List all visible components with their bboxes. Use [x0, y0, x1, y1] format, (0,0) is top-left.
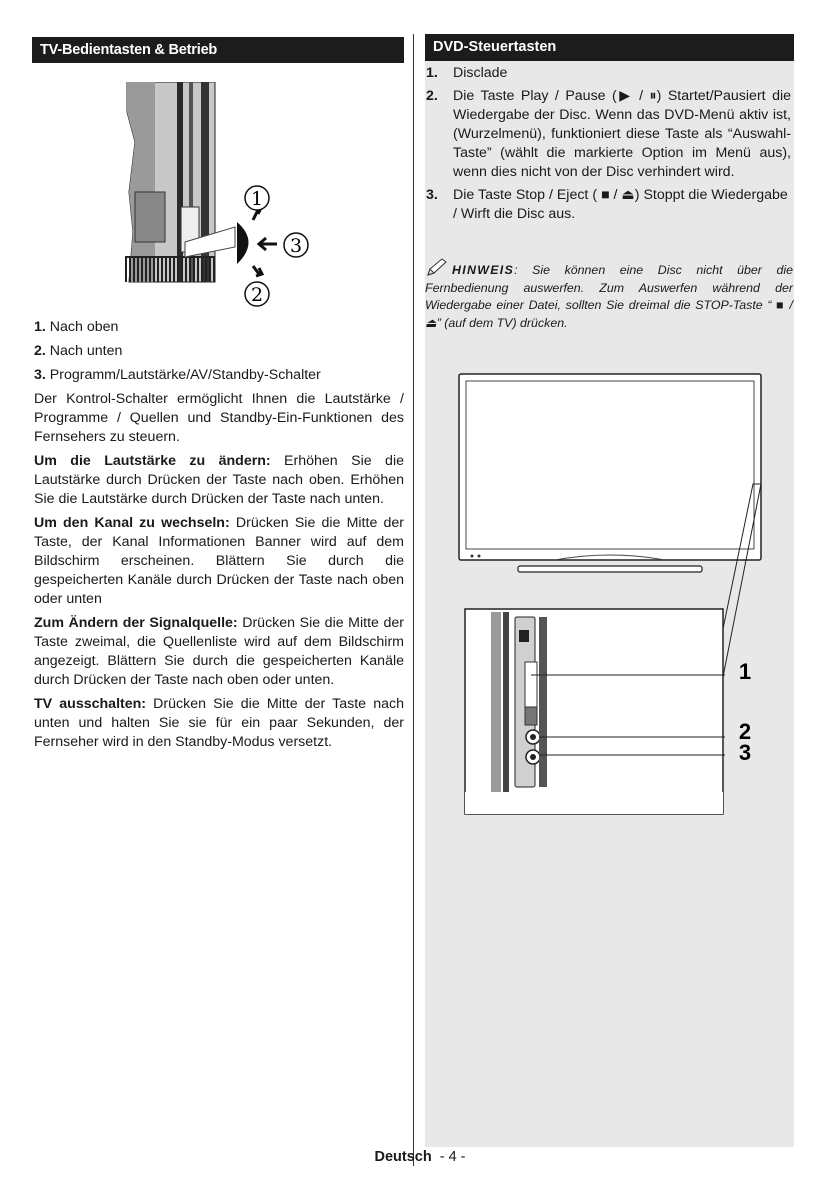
figure-number-3: 3 — [289, 235, 303, 257]
paragraph-source: Zum Ändern der Signalquelle: Drücken Sie die Mitte der Taste zweimal, die Quellenliste wird auf dem Bildschirm angezeigt. Blättern Sie durch die gespeicherten Kanäle durch Drücken der Taste nach oben oder unten. — [34, 615, 404, 688]
list-item: 1. Disclade — [426, 65, 508, 81]
note-label: HINWEIS — [452, 263, 515, 277]
paragraph-power-off: TV ausschalten: Drücken Sie die Mitte der Taste nach unten und halten Sie sie für ein paar Sekunden, der Fernseher wird in den Standby-Modus versetzt. — [34, 696, 404, 750]
footer-language: Deutsch — [374, 1149, 432, 1165]
page-number: - 4 - — [439, 1149, 466, 1165]
callout-number-1: 1 — [738, 659, 752, 684]
section-header-dvd-controls: DVD-Steuertasten — [425, 34, 794, 61]
list-item: 3. Programm/Lautstärke/AV/Standby-Schalter — [34, 367, 321, 383]
dvd-side-panel-zoom — [465, 609, 725, 814]
list-item: 3. Die Taste Stop / Eject ( ■ / ⏏) Stoppt die Wiedergabe / Wirft die Disc aus. — [426, 187, 788, 222]
callout-number-3: 3 — [738, 740, 752, 765]
column-divider — [413, 34, 414, 1166]
tv-control-switch-illustration — [125, 82, 315, 312]
note-text: : Sie können eine Disc nicht über die Fernbedienung auswerfen. Zum Auswerfen während der Wiedergabe einer Datei, sollten Sie dreimal die STOP-Taste “ ■ / ⏏” (auf dem TV) drücken. — [425, 263, 793, 330]
list-item: 2. Die Taste Play / Pause (▶ / ⏸) Startet/Pausiert die Wiedergabe der Disc. Wenn das DVD-Menü aktiv ist, (Wurzelmenü), funktioniert diese Taste als “Auswahl-Taste” (wählt die markierte Option im Menü aus), wenn dies nicht von der Disc verhindert wird. — [426, 88, 791, 180]
left-column-text — [34, 318, 404, 757]
figure-number-2: 2 — [250, 284, 264, 306]
page-footer — [0, 1148, 840, 1167]
right-column-text — [425, 64, 791, 228]
list-item: 1. Nach oben — [34, 319, 119, 335]
section-header-tv-controls: TV-Bedientasten & Betrieb — [32, 37, 404, 63]
figure-number-1: 1 — [250, 188, 264, 210]
tv-dvd-panel-illustration — [455, 372, 775, 820]
left-arrow-icon — [259, 238, 277, 250]
down-arrow-icon — [253, 266, 262, 276]
list-item: 2. Nach unten — [34, 343, 123, 359]
paragraph-channel: Um den Kanal zu wechseln: Drücken Sie die Mitte der Taste, der Kanal Informationen Banner wird auf dem Bildschirm erscheinen. Blättern Sie durch die gespeicherten Kanäle durch Drücken der Taste nach oben oder unten — [34, 515, 404, 607]
control-switch-knob — [237, 222, 249, 264]
paragraph-volume: Um die Lautstärke zu ändern: Erhöhen Sie die Lautstärke durch Drücken der Taste nach oben. Erhöhen Sie die Lautstärke durch Drücken der Taste nach unten. — [34, 453, 404, 507]
callout-number-2: 2 — [738, 719, 752, 744]
intro-paragraph: Der Kontrol-Schalter ermöglicht Ihnen die Lautstärke / Programme / Quellen und Standby-Ein-Funktionen des Fernsehers zu steuern. — [34, 391, 404, 445]
pencil-note-icon — [425, 258, 449, 278]
tv-front-view — [459, 374, 761, 572]
note-box — [425, 258, 793, 332]
